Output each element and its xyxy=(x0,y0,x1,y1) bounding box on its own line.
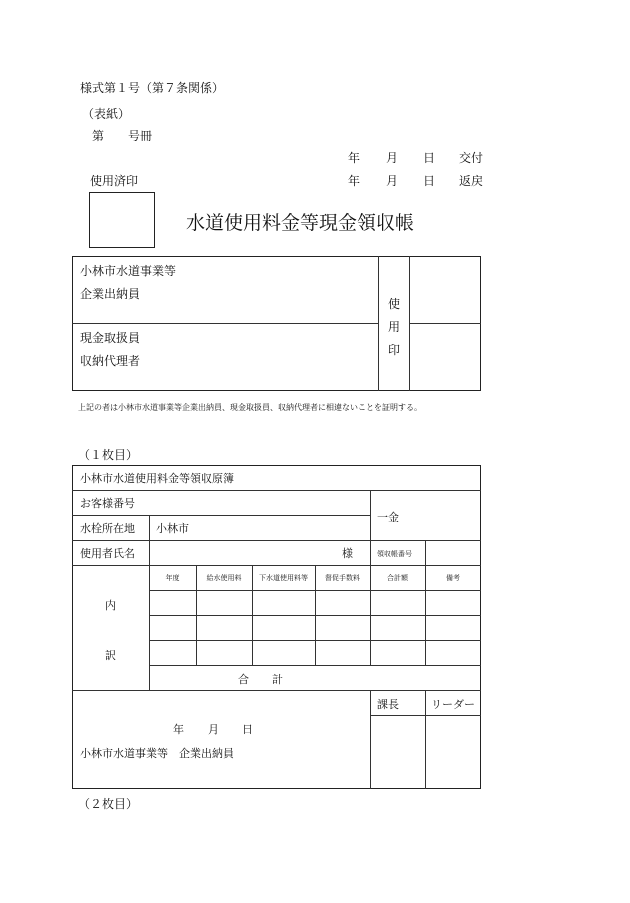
column-header: 備考 xyxy=(446,574,460,582)
issued-label: 交付 xyxy=(459,151,484,165)
receipt-number-label: 領収帳番号 xyxy=(377,550,412,558)
returned-label: 返戻 xyxy=(459,174,484,188)
column-header: 年度 xyxy=(165,574,180,582)
total-label-2: 計 xyxy=(272,673,283,686)
returned-month-label: 月 xyxy=(386,174,399,188)
sheet1-label: （１枚目） xyxy=(78,448,139,462)
sheet2-label: （２枚目） xyxy=(78,797,139,811)
auth-row2-line2: 収納代理者 xyxy=(80,354,141,368)
returned-day-label: 日 xyxy=(423,174,436,188)
faucet-location-label: 水栓所在地 xyxy=(80,522,135,535)
breakdown-label-top: 内 xyxy=(105,599,116,612)
column-header: 合計額 xyxy=(387,574,408,582)
ledger-table xyxy=(72,465,481,789)
column-header: 給水使用料 xyxy=(206,574,242,582)
issued-month-label: 月 xyxy=(386,151,399,165)
seal-char-2: 用 xyxy=(388,320,401,334)
sama-label: 様 xyxy=(342,547,353,560)
form-number: 様式第１号（第７条関係） xyxy=(80,81,225,95)
amount-prefix: 一金 xyxy=(377,511,399,524)
faucet-location-value: 小林市 xyxy=(156,522,189,535)
volume-prefix: 第 xyxy=(92,129,105,143)
footer-month-label: 月 xyxy=(208,723,219,736)
footer-year-label: 年 xyxy=(173,723,184,736)
auth-row1-line2: 企業出納員 xyxy=(80,287,141,301)
returned-year-label: 年 xyxy=(348,174,361,188)
used-seal-label: 使用済印 xyxy=(90,174,139,188)
column-header: 督促手数料 xyxy=(325,574,360,582)
auth-row2-line1: 現金取扱員 xyxy=(80,331,141,345)
footer-day-label: 日 xyxy=(242,723,253,736)
column-header: 下水道使用料等 xyxy=(259,574,308,582)
seal-box xyxy=(89,192,155,248)
leader-label: リーダー xyxy=(431,698,475,711)
seal-char-3: 印 xyxy=(388,343,401,357)
total-label-1: 合 xyxy=(238,673,249,686)
auth-row1-line1: 小林市水道事業等 xyxy=(80,264,177,278)
page-title: 水道使用料金等現金領収帳 xyxy=(186,212,415,234)
chief-label: 課長 xyxy=(377,698,399,711)
breakdown-label-bottom: 訳 xyxy=(105,649,116,662)
footer-organization: 小林市水道事業等 企業出納員 xyxy=(80,747,234,760)
ledger-title: 小林市水道使用料金等領収原簿 xyxy=(80,472,234,485)
user-name-label: 使用者氏名 xyxy=(80,547,135,560)
issued-year-label: 年 xyxy=(348,151,361,165)
issued-day-label: 日 xyxy=(423,151,436,165)
seal-char-1: 使 xyxy=(388,297,401,311)
certification-text: 上記の者は小林市水道事業等企業出納員、現金取扱員、収納代理者に相違ないことを証明する。 xyxy=(78,403,422,412)
customer-number-label: お客様番号 xyxy=(80,497,135,510)
volume-suffix: 号冊 xyxy=(128,129,153,143)
cover-label: （表紙） xyxy=(82,107,131,121)
